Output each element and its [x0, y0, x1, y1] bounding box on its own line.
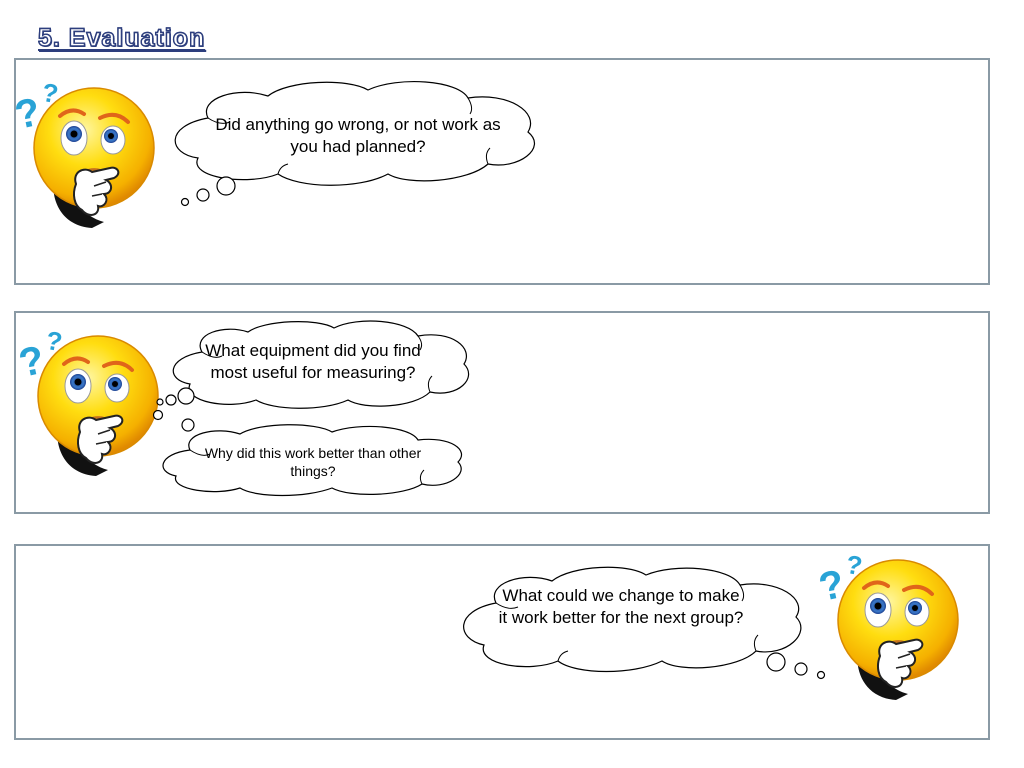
thought-cloud: [160, 424, 466, 496]
thought-cloud: [168, 78, 540, 188]
cloud-text: Why did this work better than other things?: [204, 445, 422, 480]
thinking-face-icon: [818, 548, 968, 708]
cloud-text: Did anything go wrong, or not work as you had planned?: [215, 115, 501, 157]
thought-cloud: [458, 565, 804, 675]
cloud-text: What equipment did you find most useful for measuring?: [205, 341, 421, 383]
cloud-text: What could we change to make it work better for the next group?: [498, 586, 744, 628]
thought-cloud: [168, 318, 470, 410]
thinking-face-icon: [18, 324, 168, 484]
page-title: 5. Evaluation: [38, 24, 206, 52]
thinking-face-icon: [14, 76, 164, 236]
thought-bubbles: [178, 174, 248, 214]
